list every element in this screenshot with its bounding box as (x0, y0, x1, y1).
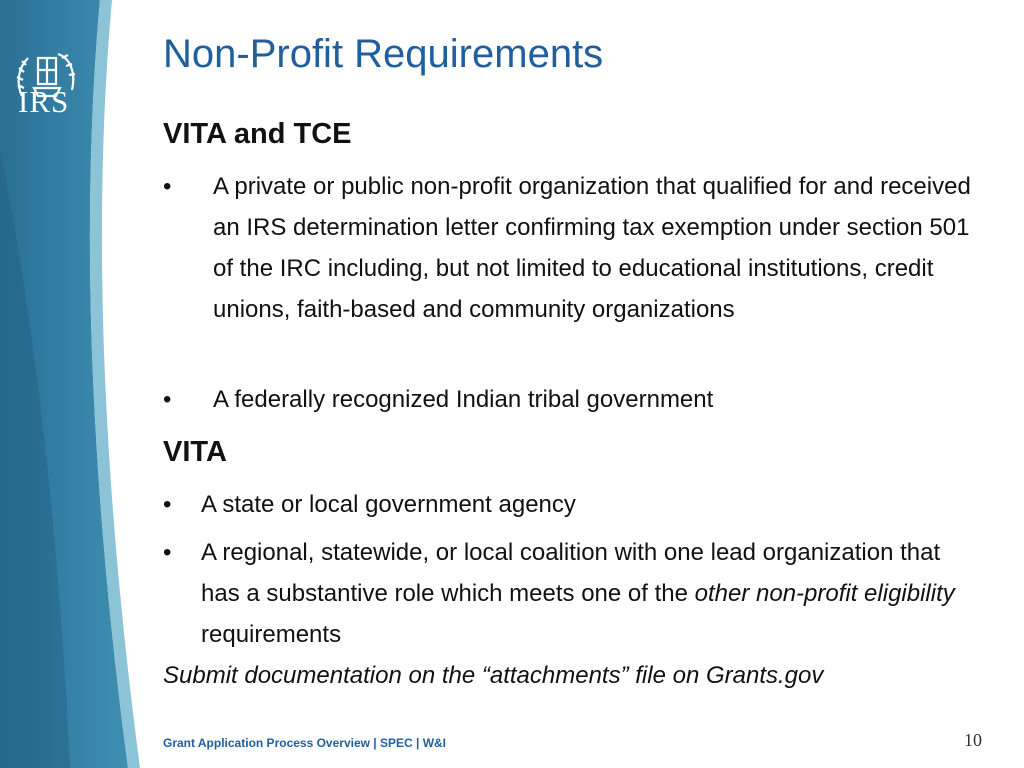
bullet-marker: • (163, 173, 172, 200)
bullet-text: A state or local government agency (201, 491, 576, 518)
bullet-text-end: requirements (201, 621, 342, 648)
bullet-government-agency (163, 484, 983, 525)
bullet-tribal-government (163, 379, 983, 420)
irs-logo-text: IRS (18, 84, 70, 119)
bullet-text (201, 532, 983, 655)
section-heading-vita-tce: VITA and TCE (163, 118, 352, 150)
bullet-text-emphasis: other non-profit eligibility (694, 580, 955, 607)
footer-text: Grant Application Process Overview | SPEC | W&I (163, 736, 447, 750)
bullet-nonprofit-organization (163, 166, 983, 330)
bullet-text: A private or public non-profit organization that qualified for and received an IRS determination letter confirming tax exemption under section 501 of the IRC including, but not limited to educational institutions, credit unions, faith-based and community organizations (213, 173, 971, 323)
bullet-text-start: A regional, statewide, or local coalition with one lead organization that has a substantive role which meets one of the (201, 539, 941, 607)
bullet-marker: • (163, 386, 172, 413)
bullet-coalition (163, 532, 983, 655)
bullet-text: A federally recognized Indian tribal government (213, 386, 714, 413)
page-number: 10 (964, 730, 982, 750)
bullet-marker: • (163, 491, 172, 518)
section-heading-vita: VITA (163, 436, 227, 468)
bullet-marker: • (163, 539, 172, 566)
slide-title: Non-Profit Requirements (163, 32, 604, 76)
submission-note: Submit documentation on the “attachments” file on Grants.gov (163, 662, 824, 689)
